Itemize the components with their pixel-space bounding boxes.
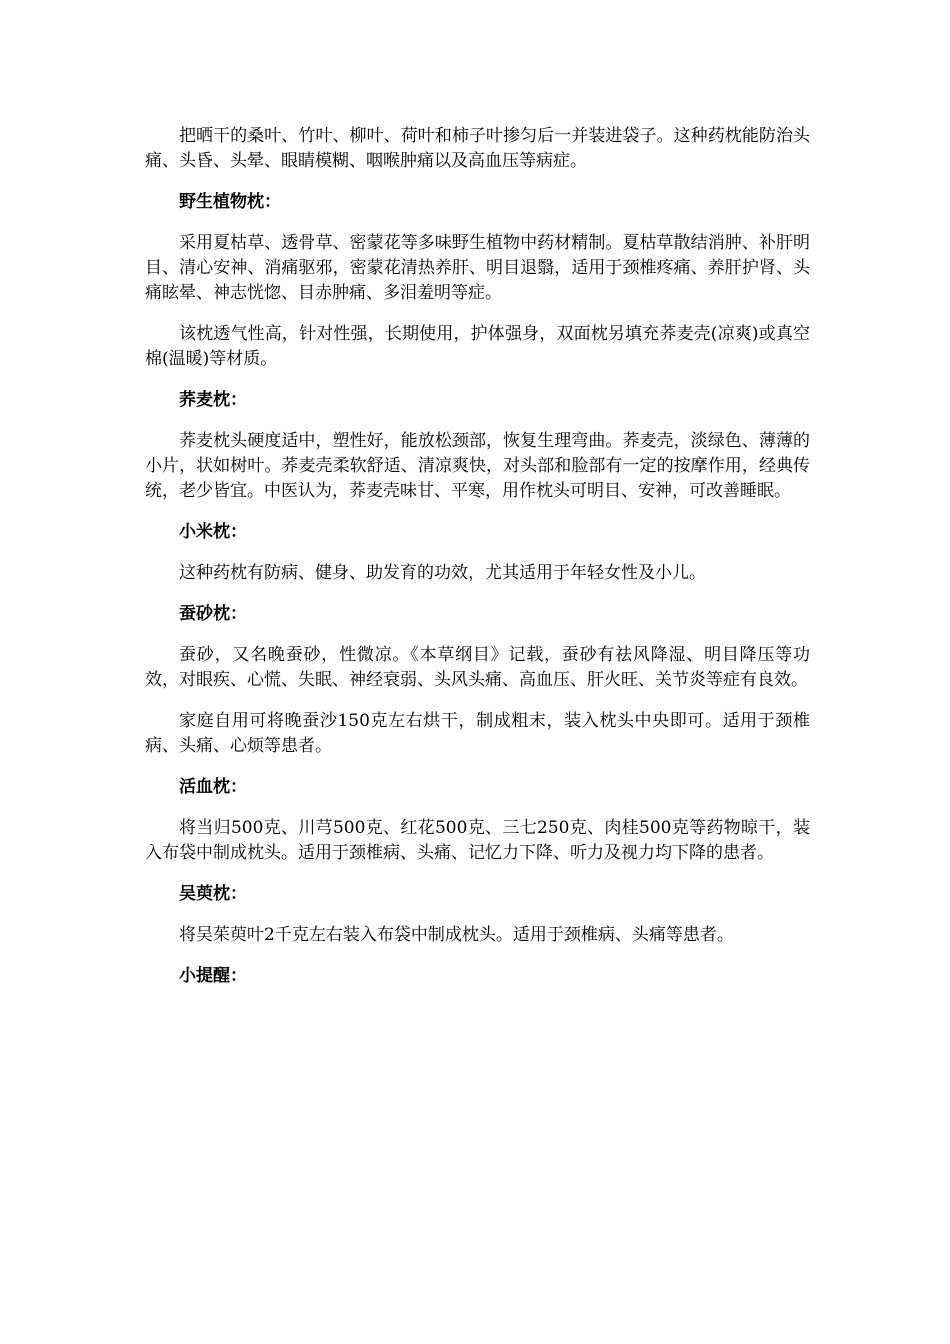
paragraph: 把晒干的桑叶、竹叶、柳叶、荷叶和柿子叶掺匀后一并装进袋子。这种药枕能防治头痛、头昏、头晕、眼睛模糊、咽喉肿痛以及高血压等病症。 (145, 126, 810, 171)
paragraph: 家庭自用可将晚蚕沙150克左右烘干，制成粗末，装入枕头中央即可。适用于颈椎病、头痛、心烦等患者。 (145, 711, 810, 756)
paragraph: 这种药枕有防病、健身、助发育的功效，尤其适用于年轻女性及小儿。 (179, 563, 706, 583)
paragraph: 将吴茱萸叶2千克左右装入布袋中制成枕头。适用于颈椎病、头痛等患者。 (179, 925, 734, 945)
paragraph: 采用夏枯草、透骨草、密蒙花等多味野生植物中药材精制。夏枯草散结消肿、补肝明目、清心安神、消痛驱邪，密蒙花清热养肝、明目退翳，适用于颈椎疼痛、养肝护肾、头痛眩晕、神志恍惚、目赤肿痛、多泪羞明等症。 (145, 233, 810, 303)
section-heading: 蚕砂枕： (179, 604, 247, 624)
section-heading: 活血枕： (179, 777, 247, 797)
paragraph: 荞麦枕头硬度适中，塑性好，能放松颈部，恢复生理弯曲。荞麦壳，淡绿色、薄薄的小片，状如树叶。荞麦壳柔软舒适、清凉爽快，对头部和脸部有一定的按摩作用，经典传统，老少皆宜。中医认为，荞麦壳味甘、平寒，用作枕头可明目、安神，可改善睡眠。 (145, 431, 810, 501)
section-heading: 小米枕： (179, 522, 247, 542)
paragraph: 该枕透气性高，针对性强，长期使用，护体强身，双面枕另填充荞麦壳(凉爽)或真空棉(温暖)等材质。 (145, 324, 810, 369)
section-heading: 荞麦枕： (179, 390, 247, 410)
paragraph: 将当归500克、川芎500克、红花500克、三七250克、肉桂500克等药物晾干，装入布袋中制成枕头。适用于颈椎病、头痛、记忆力下降、听力及视力均下降的患者。 (145, 818, 810, 863)
paragraph: 蚕砂，又名晚蚕砂，性微凉。《本草纲目》记载，蚕砂有祛风降湿、明目降压等功效，对眼疾、心慌、失眠、神经衰弱、头风头痛、高血压、肝火旺、关节炎等症有良效。 (145, 645, 810, 690)
section-heading: 吴萸枕： (179, 884, 247, 904)
section-heading: 野生植物枕： (179, 192, 281, 212)
section-heading: 小提醒： (179, 966, 247, 986)
document-body (145, 124, 810, 1005)
